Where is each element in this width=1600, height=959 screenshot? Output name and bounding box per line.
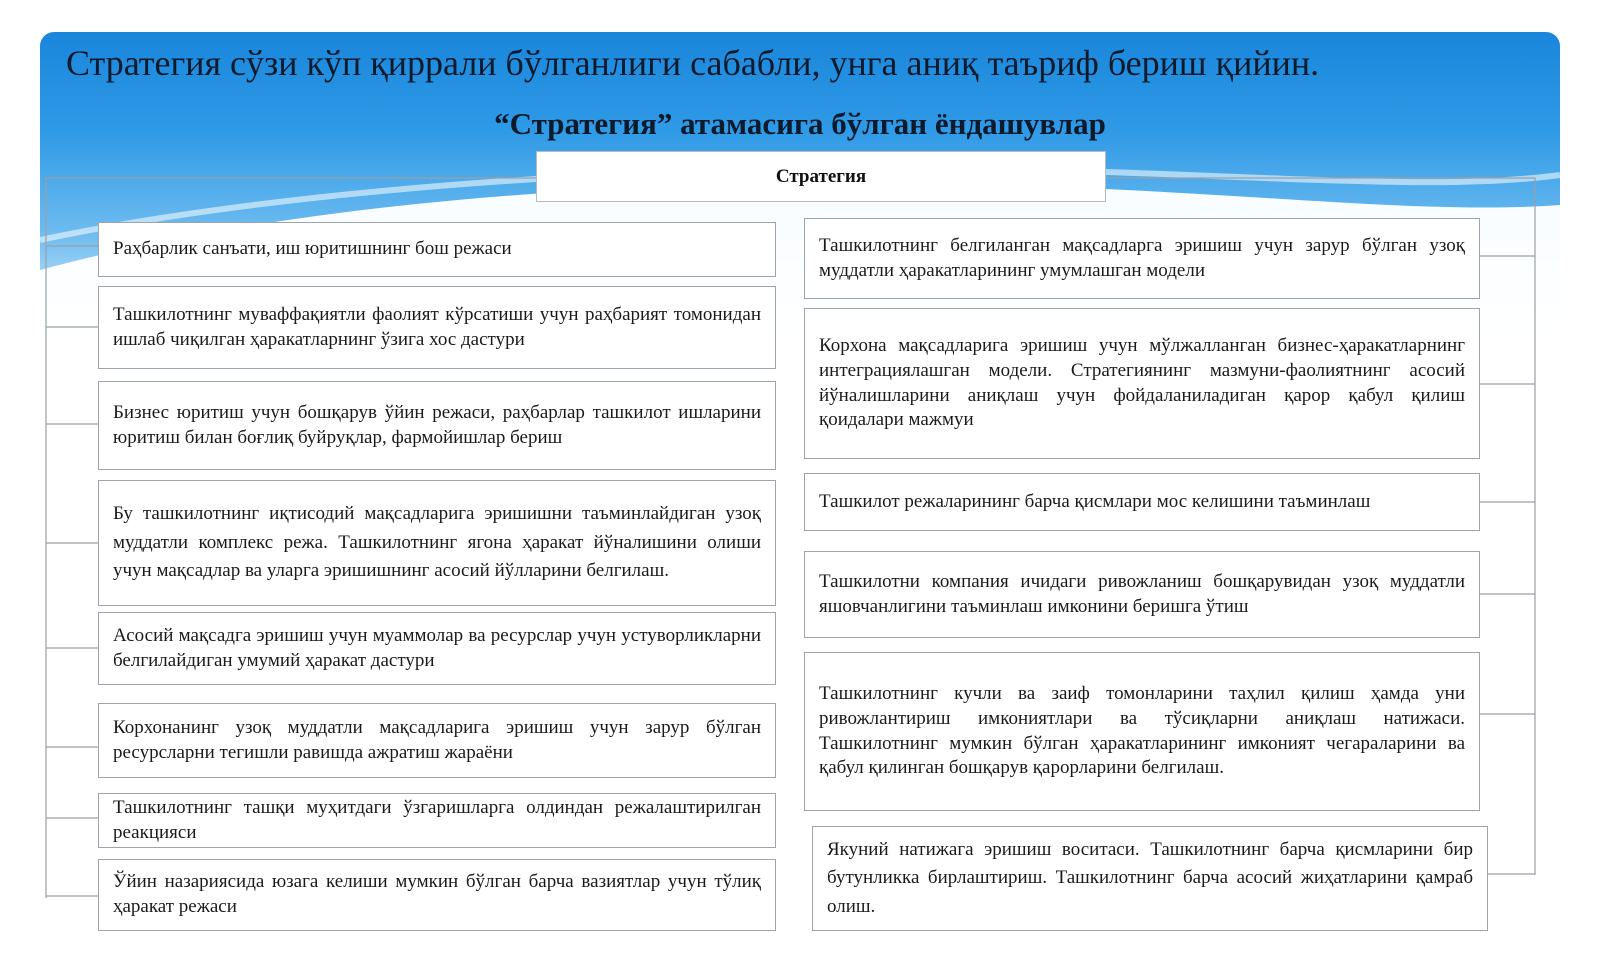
left-definition-text: Ташкилотнинг муваффақиятли фаолият кўрсатиши учун раҳбарият томонидан ишлаб чиқилган ҳаракатларнинг ўзига хос дастури (113, 303, 761, 350)
left-definition-text: Ташкилотнинг ташқи муҳитдаги ўзгаришларга олдиндан режалаштирилган реакцияси (113, 796, 761, 843)
left-definition-box-7 (98, 793, 776, 848)
right-definition-text: Корхона мақсадларига эришиш учун мўлжалланган бизнес-ҳаракатларнинг интеграциялашган модели. Стратегиянинг мазмуни-фаолиятнинг асосий йўналишларини аниқлаш учун фойдаланиладиган қарор қабул қилиш қоидалари мажмуи (819, 335, 1465, 431)
right-definition-text: Ташкилот режаларининг барча қисмлари мос келишини таъминлаш (819, 490, 1371, 512)
left-definition-text: Бизнес юритиш учун бошқарув ўйин режаси, раҳбарлар ташкилот ишларини юритиш билан боғлиқ буйруқлар, фармойишлар бериш (113, 401, 761, 448)
page-title: Стратегия сўзи кўп қиррали бўлганлиги сабабли, унга аниқ таъриф бериш қийин. (66, 43, 1320, 83)
left-definition-text: Корхонанинг узоқ муддатли мақсадларига эришиш учун зарур бўлган ресурсларни тегишли равишда ажратиш жараёни (113, 716, 761, 763)
left-definition-box-8 (98, 859, 776, 931)
left-definition-text: Раҳбарлик санъати, иш юритишнинг бош режаси (113, 238, 512, 260)
strategy-root-label: Стратегия (775, 165, 867, 187)
left-definition-text: Бу ташкилотнинг иқтисодий мақсадларига эришишни таъминлайдиган узоқ муддатли комплекс режа. Ташкилотнинг ягона ҳаракат йўналишини олиши учун мақсадлар ва уларга эришишнинг асосий йўлларини белгилаш. (113, 503, 761, 582)
right-definition-text: Якуний натижага эришиш воситаси. Ташкилотнинг барча қисмларини бир бутунликка бирлаштириш. Ташкилотнинг барча асосий жиҳатларини қамраб олиш. (827, 838, 1473, 917)
right-definition-text: Ташкилотни компания ичидаги ривожланиш бошқарувидан узоқ муддатли яшовчанлигини таъминлаш имконини беришга ўтиш (819, 570, 1465, 617)
left-definition-text: Асосий мақсадга эришиш учун муаммолар ва ресурслар учун устуворликларни белгилайдиган умумий ҳаракат дастури (113, 624, 761, 671)
right-definition-box-4 (804, 551, 1480, 638)
right-definition-text: Ташкилотнинг кучли ва заиф томонларини таҳлил қилиш ҳамда уни ривожлантириш имкониятлари ва тўсиқларни аниқлаш натижаси. Ташкилотнинг мумкин бўлган ҳаракатларининг имконият чегараларини ва қабул қилинган бошқарув қарорларини белгилаш. (819, 683, 1465, 779)
right-definition-box-1 (804, 218, 1480, 299)
left-definition-box-5 (98, 612, 776, 685)
left-definition-box-1 (98, 222, 776, 277)
right-definition-text: Ташкилотнинг белгиланган мақсадларга эришиш учун зарур бўлган узоқ муддатли ҳаракатларининг умумлашган модели (819, 234, 1465, 281)
diagram-subtitle: “Стратегия” атамасига бўлган ёндашувлар (494, 106, 1106, 141)
right-definition-box-5 (804, 652, 1480, 811)
left-definition-box-6 (98, 703, 776, 778)
left-definition-box-2 (98, 286, 776, 369)
right-definition-box-6 (812, 826, 1488, 931)
left-definition-text: Ўйин назариясида юзага келиши мумкин бўлган барча вазиятлар учун тўлиқ ҳаракат режаси (113, 871, 761, 917)
strategy-root-node (536, 151, 1106, 202)
right-definition-box-2 (804, 308, 1480, 459)
right-definition-box-3 (804, 473, 1480, 531)
left-definition-box-3 (98, 381, 776, 470)
left-definition-box-4 (98, 480, 776, 606)
